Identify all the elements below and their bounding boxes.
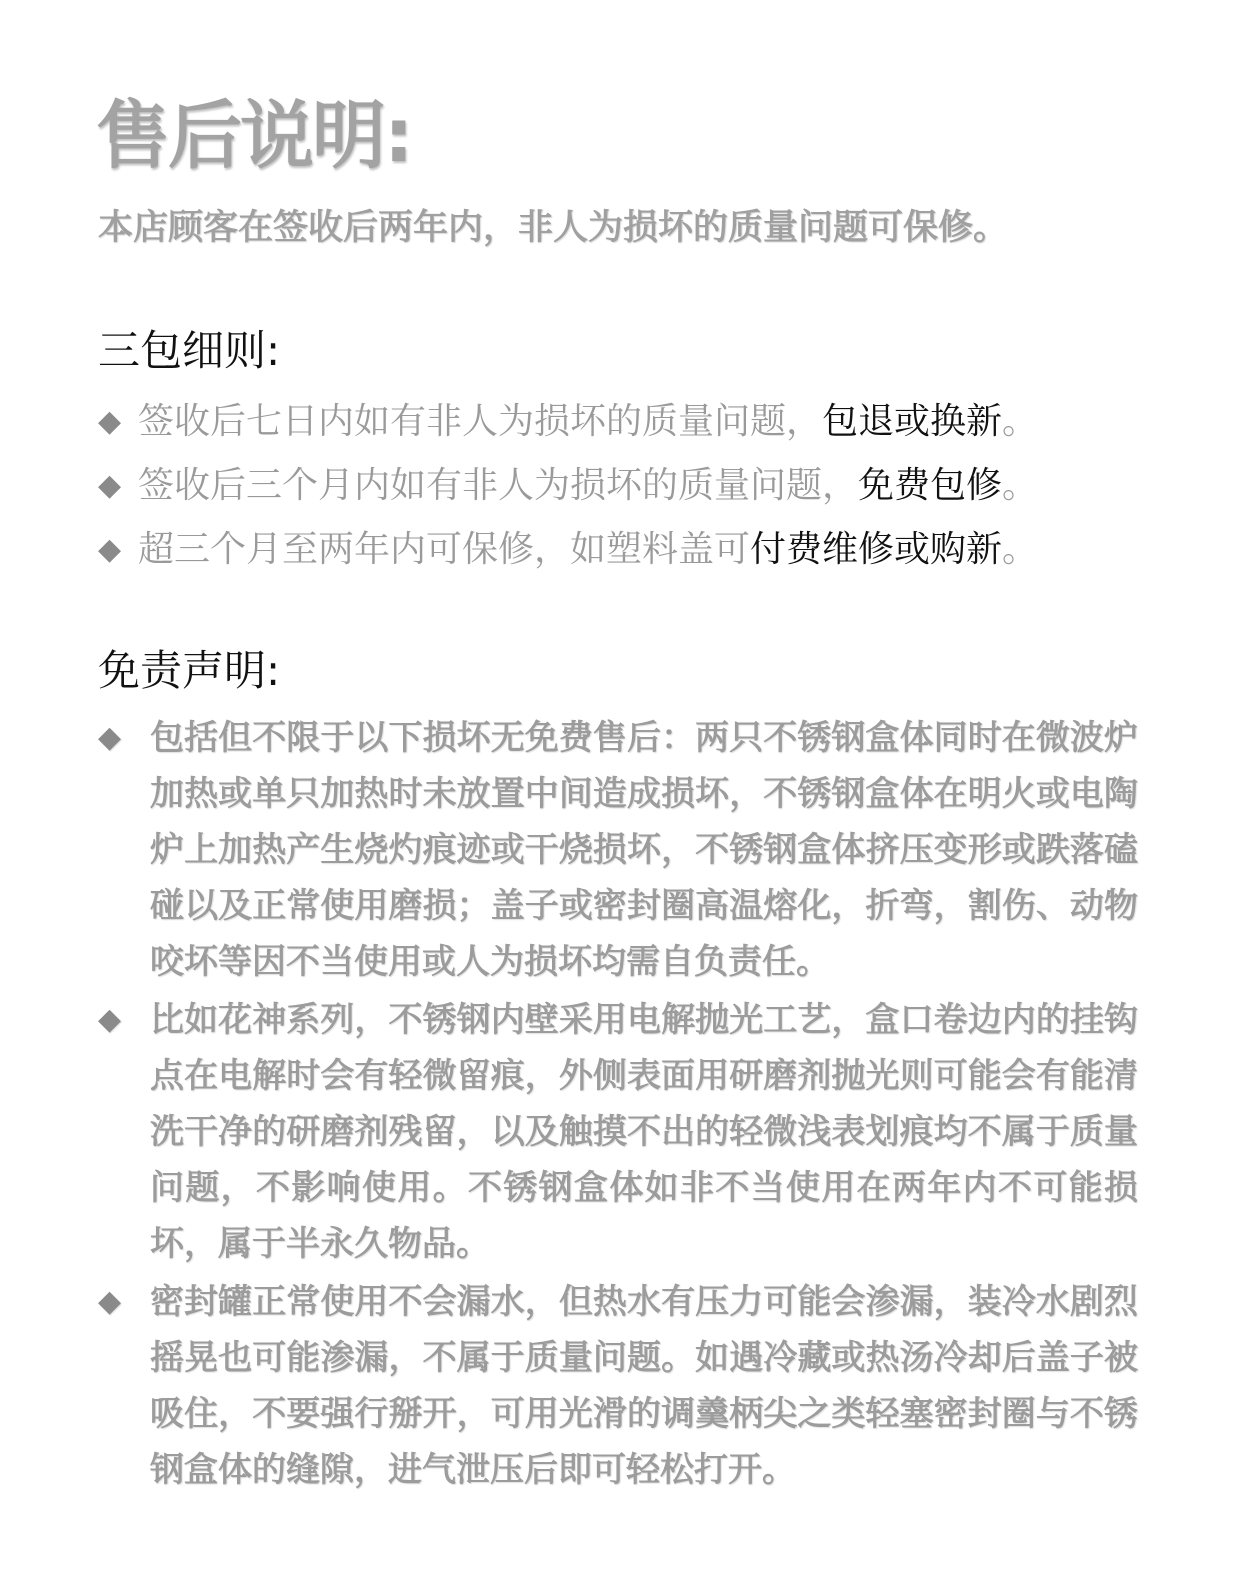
disclaimer-item-3: [98, 1274, 1138, 1498]
rule-end: 。: [1002, 401, 1039, 442]
rule-emphasis: 免费包修: [858, 465, 1003, 506]
rule-text: 超三个月至两年内可保修，如塑料盖可: [138, 529, 751, 570]
disclaimer-item-2: [98, 992, 1138, 1272]
warranty-rule-2: [98, 464, 1038, 507]
bullet-diamond-icon: ◆: [98, 1284, 122, 1319]
disclaimer-item-text: 密封罐正常使用不会漏水，但热水有压力可能会渗漏，装冷水剧烈摇晃也可能渗漏，不属于质量问题。如遇冷藏或热汤冷却后盖子被吸住，不要强行掰开，可用光滑的调羹柄尖之类轻塞密封圈与不锈钢盒体的缝隙，进气泄压后即可轻松打开。: [150, 1282, 1138, 1490]
bullet-diamond-icon: ◆: [98, 468, 122, 503]
rule-text: 签收后三个月内如有非人为损坏的质量问题，: [138, 465, 859, 506]
rule-end: 。: [1002, 529, 1039, 570]
rule-end: 。: [1002, 465, 1039, 506]
rule-text: 签收后七日内如有非人为损坏的质量问题，: [138, 401, 823, 442]
warranty-rule-3: [98, 528, 1038, 571]
disclaimer-item-text: 比如花神系列，不锈钢内壁采用电解抛光工艺，盒口卷边内的挂钩点在电解时会有轻微留痕，外侧表面用研磨剂抛光则可能会有能清洗干净的研磨剂残留，以及触摸不出的轻微浅表划痕均不属于质量问题，不影响使用。不锈钢盒体如非不当使用在两年内不可能损坏，属于半永久物品。: [150, 1000, 1138, 1264]
page-title: 售后说明:: [96, 93, 412, 179]
disclaimer-heading: 免责声明:: [98, 646, 281, 695]
bullet-diamond-icon: ◆: [98, 532, 122, 567]
disclaimer-item-text: 包括但不限于以下损坏无免费售后：两只不锈钢盒体同时在微波炉加热或单只加热时未放置中间造成损坏，不锈钢盒体在明火或电陶炉上加热产生烧灼痕迹或干烧损坏，不锈钢盒体挤压变形或跌落磕碰以及正常使用磨损；盖子或密封圈高温熔化，折弯，割伤、动物咬坏等因不当使用或人为损坏均需自负责任。: [150, 718, 1138, 982]
rule-emphasis: 包退或换新: [822, 401, 1003, 442]
rule-emphasis: 付费维修或购新: [750, 529, 1003, 570]
bullet-diamond-icon: ◆: [98, 404, 122, 439]
warranty-heading: 三包细则:: [98, 326, 281, 375]
bullet-diamond-icon: ◆: [98, 1002, 122, 1037]
disclaimer-item-1: [98, 710, 1138, 990]
intro-text: 本店顾客在签收后两年内，非人为损坏的质量问题可保修。: [98, 208, 1009, 248]
bullet-diamond-icon: ◆: [98, 720, 122, 755]
warranty-rule-1: [98, 400, 1038, 443]
